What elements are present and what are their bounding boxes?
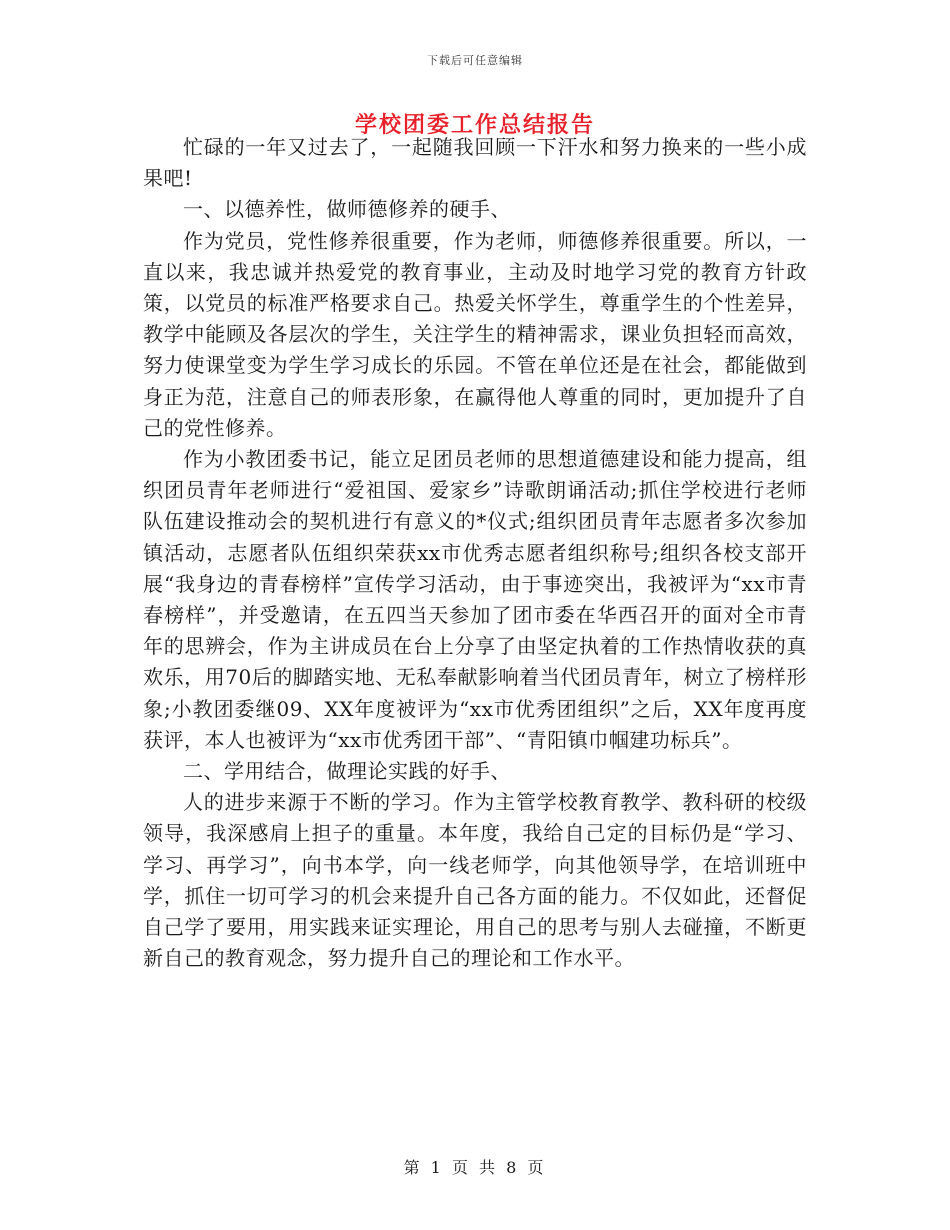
body-paragraph: 作为小教团委书记，能立足团员老师的思想道德建设和能力提高，组织团员青年老师进行“爱祖国、爱家乡”诗歌朗诵活动;抓住学校进行老师队伍建设推动会的契机进行有意义的*仪式;组织团员青年志愿者多次参加镇活动，志愿者队伍组织荣获xx市优秀志愿者组织称号;组织各校支部开展“我身边的青春榜样”宣传学习活动，由于事迹突出，我被评为“xx市青春榜样”，并受邀请，在五四当天参加了团市委在华西召开的面对全市青年的思辨会，作为主讲成员在台上分享了由坚定执着的工作热情收获的真欢乐，用70后的脚踏实地、无私奉献影响着当代团员青年，树立了榜样形象;小教团委继09、XX年度被评为“xx市优秀团组织”之后，XX年度再度获评，本人也被评为“xx市优秀团干部”、“青阳镇巾帼建功标兵”。 [143,447,807,752]
section-heading-2: 二、学用结合，做理论实践的好手、 [183,759,511,784]
section-heading-1: 一、以德养性，做师德修养的硬手、 [183,197,511,222]
intro-paragraph: 忙碌的一年又过去了，一起随我回顾一下汗水和努力换来的一些小成果吧! [143,135,807,191]
body-paragraph: 作为党员，党性修养很重要，作为老师，师德修养很重要。所以，一直以来，我忠诚并热爱党的教育事业，主动及时地学习党的教育方针政策，以党员的标准严格要求自己。热爱关怀学生，尊重学生的个性差异，教学中能顾及各层次的学生，关注学生的精神需求，课业负担轻而高效，努力使课堂变为学生学习成长的乐园。不管在单位还是在社会，都能做到身正为范，注意自己的师表形象，在赢得他人尊重的同时，更加提升了自己的党性修养。 [143,228,807,440]
page-number-footer: 第 1 页 共 8 页 [403,1158,547,1177]
document-body [143,132,807,974]
body-paragraph: 人的进步来源于不断的学习。作为主管学校教育教学、教科研的校级领导，我深感肩上担子的重量。本年度，我给自己定的目标仍是“学习、学习、再学习”，向书本学，向一线老师学，向其他领导学，在培训班中学，抓住一切可学习的机会来提升自己各方面的能力。不仅如此，还督促自己学了要用，用实践来证实理论，用自己的思考与别人去碰撞，不断更新自己的教育观念，努力提升自己的理论和工作水平。 [143,790,807,971]
header-note: 下载后可任意编辑 [427,54,523,67]
document-title: 学校团委工作总结报告 [354,112,595,138]
